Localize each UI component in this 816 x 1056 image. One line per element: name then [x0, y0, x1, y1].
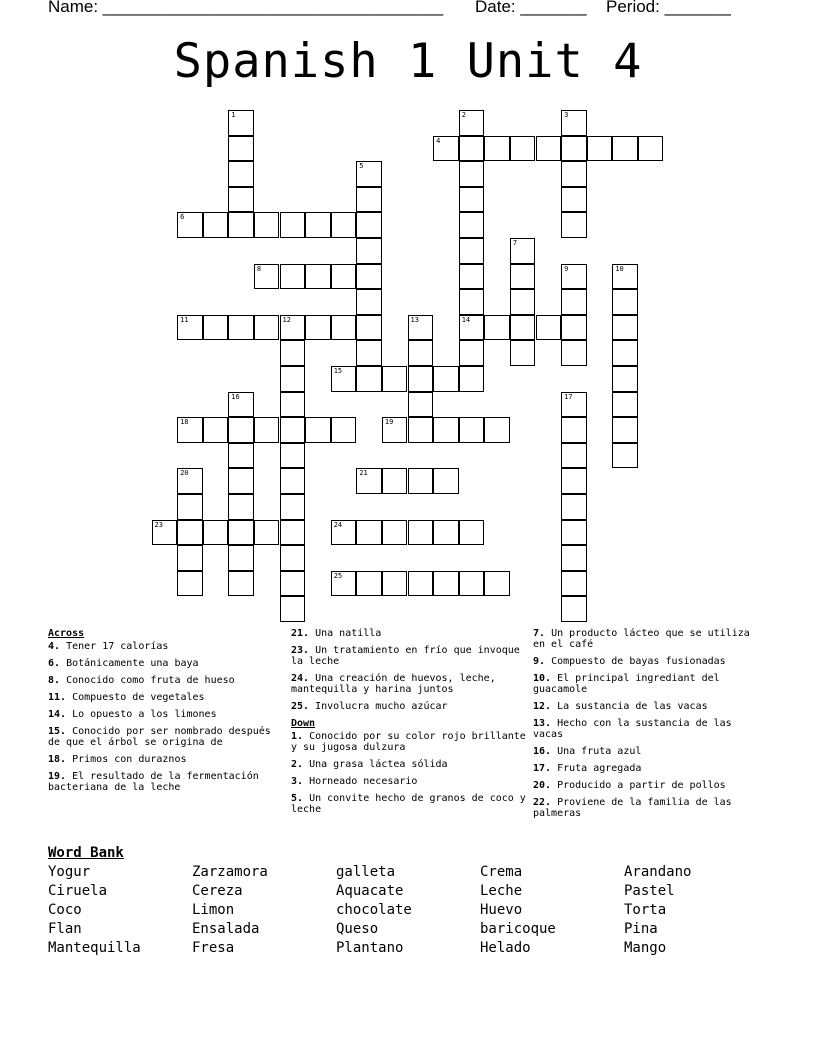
- clue-down-3: [291, 776, 527, 787]
- word-bank-heading: Word Bank: [48, 845, 124, 861]
- crossword-cell[interactable]: [408, 520, 434, 546]
- crossword-cell[interactable]: [203, 520, 229, 546]
- crossword-cell[interactable]: [356, 468, 382, 494]
- clue-text: Involucra mucho azúcar: [315, 701, 448, 712]
- clue-number: 11.: [48, 692, 67, 703]
- word-bank-item: Arandano: [624, 864, 692, 880]
- clue-text: Proviene de la familia de las palmeras: [533, 797, 732, 819]
- crossword-cell[interactable]: [331, 417, 357, 443]
- crossword-cell[interactable]: [408, 315, 434, 341]
- cell-number: 18: [180, 418, 189, 427]
- clue-text: Una grasa láctea sólida: [309, 759, 448, 770]
- crossword-cell[interactable]: [177, 212, 203, 238]
- clue-down-12: [533, 701, 765, 712]
- crossword-cell[interactable]: [612, 392, 638, 418]
- clue-number: 7.: [533, 628, 546, 639]
- cell-number: 5: [359, 162, 364, 171]
- crossword-cell[interactable]: [177, 315, 203, 341]
- word-bank-item: Mango: [624, 940, 667, 956]
- crossword-cell[interactable]: [356, 315, 382, 341]
- cell-number: 8: [256, 264, 262, 273]
- word-bank-item: Fresa: [192, 940, 235, 956]
- crossword-cell[interactable]: [177, 468, 203, 494]
- crossword-cell[interactable]: [561, 417, 587, 443]
- clue-down-7: [533, 628, 765, 650]
- crossword-cell[interactable]: [228, 136, 254, 162]
- crossword-cell[interactable]: [305, 417, 331, 443]
- crossword-cell[interactable]: [280, 264, 306, 290]
- crossword-cell[interactable]: [433, 468, 459, 494]
- clue-text: Hecho con la sustancia de las vacas: [533, 718, 732, 740]
- clue-number: 20.: [533, 780, 552, 791]
- clue-down-5: [291, 793, 527, 815]
- cell-number: 10: [615, 264, 624, 273]
- cell-number: 17: [564, 392, 573, 401]
- clue-down-20: [533, 780, 765, 791]
- crossword-cell[interactable]: [561, 545, 587, 571]
- crossword-cell[interactable]: [510, 289, 536, 315]
- crossword-cell[interactable]: [408, 392, 434, 418]
- crossword-cell[interactable]: [331, 520, 357, 546]
- clue-text: Lo opuesto a los limones: [72, 709, 217, 720]
- clue-number: 9.: [533, 656, 546, 667]
- clue-text: Conocido por su color rojo brillante y su jugosa dulzura: [291, 731, 526, 753]
- cell-number: 16: [231, 392, 240, 401]
- crossword-cell[interactable]: [382, 468, 408, 494]
- crossword-cell[interactable]: [510, 340, 536, 366]
- crossword-cell[interactable]: [612, 315, 638, 341]
- crossword-cell[interactable]: [561, 571, 587, 597]
- clue-down-22: [533, 797, 765, 819]
- crossword-cell[interactable]: [408, 468, 434, 494]
- cell-number: 25: [333, 571, 343, 580]
- crossword-cell[interactable]: [459, 289, 485, 315]
- crossword-cell[interactable]: [459, 187, 485, 213]
- crossword-cell[interactable]: [561, 289, 587, 315]
- clue-down-9: [533, 656, 765, 667]
- crossword-cell[interactable]: [228, 571, 254, 597]
- crossword-cell[interactable]: [536, 136, 562, 162]
- crossword-cell[interactable]: [254, 315, 280, 341]
- clue-number: 12.: [533, 701, 552, 712]
- crossword-cell[interactable]: [382, 520, 408, 546]
- crossword-cell[interactable]: [459, 136, 485, 162]
- crossword-cell[interactable]: [433, 520, 459, 546]
- cell-number: 3: [564, 111, 569, 119]
- cell-number: 23: [154, 520, 163, 529]
- word-bank-item: Cereza: [192, 883, 243, 899]
- crossword-cell[interactable]: [356, 289, 382, 315]
- crossword-cell[interactable]: [459, 366, 485, 392]
- clue-across-23: [291, 645, 527, 667]
- crossword-cell[interactable]: [561, 520, 587, 546]
- crossword-cell[interactable]: [254, 520, 280, 546]
- crossword-cell[interactable]: [280, 468, 306, 494]
- word-bank-item: Flan: [48, 921, 82, 937]
- clue-number: 14.: [48, 709, 67, 720]
- crossword-cell[interactable]: [561, 340, 587, 366]
- crossword-cell[interactable]: [305, 264, 331, 290]
- crossword-cell[interactable]: [280, 545, 306, 571]
- crossword-cell[interactable]: [510, 315, 536, 341]
- clue-text: El principal ingrediant del guacamole: [533, 673, 720, 695]
- clue-number: 5.: [291, 793, 304, 804]
- crossword-cell[interactable]: [356, 366, 382, 392]
- crossword-cell[interactable]: [228, 315, 254, 341]
- crossword-cell[interactable]: [177, 545, 203, 571]
- word-bank-item: chocolate: [336, 902, 412, 918]
- cell-number: 2: [461, 111, 466, 119]
- crossword-cell[interactable]: [561, 136, 587, 162]
- crossword-cell[interactable]: [484, 136, 510, 162]
- crossword-cell[interactable]: [228, 417, 254, 443]
- crossword-cell[interactable]: [484, 571, 510, 597]
- period-field[interactable]: Period: _______: [606, 0, 731, 16]
- clue-text: La sustancia de las vacas: [557, 701, 708, 712]
- crossword-cell[interactable]: [408, 571, 434, 597]
- crossword-cell[interactable]: [356, 187, 382, 213]
- clue-number: 23.: [291, 645, 310, 656]
- crossword-cell[interactable]: [331, 212, 357, 238]
- clue-across-24: [291, 673, 527, 695]
- crossword-cell[interactable]: [280, 571, 306, 597]
- crossword-cell[interactable]: [280, 366, 306, 392]
- clue-number: 24.: [291, 673, 310, 684]
- crossword-cell[interactable]: [408, 417, 434, 443]
- crossword-cell[interactable]: [408, 340, 434, 366]
- crossword-cell[interactable]: [612, 136, 638, 162]
- page-title: Spanish 1 Unit 4: [173, 34, 643, 89]
- crossword-cell[interactable]: [228, 187, 254, 213]
- crossword-cell[interactable]: [228, 161, 254, 187]
- clue-text: Una creación de huevos, leche, mantequilla y harina juntos: [291, 673, 496, 695]
- cell-number: 4: [436, 136, 441, 145]
- crossword-cell[interactable]: [331, 366, 357, 392]
- crossword-cell[interactable]: [459, 264, 485, 290]
- clue-number: 4.: [48, 641, 61, 652]
- crossword-cell[interactable]: [356, 161, 382, 187]
- crossword-cell[interactable]: [228, 392, 254, 418]
- clue-across-19: [48, 771, 280, 793]
- clue-number: 22.: [533, 797, 552, 808]
- crossword-cell[interactable]: [228, 494, 254, 520]
- crossword-cell[interactable]: [459, 238, 485, 264]
- cell-number: 12: [282, 315, 291, 324]
- clue-number: 6.: [48, 658, 61, 669]
- crossword-cell[interactable]: [561, 212, 587, 238]
- crossword-cell[interactable]: [510, 264, 536, 290]
- crossword-cell[interactable]: [254, 212, 280, 238]
- cell-number: 7: [512, 239, 518, 247]
- crossword-cell[interactable]: [561, 187, 587, 213]
- crossword-cell[interactable]: [612, 443, 638, 469]
- crossword-cell[interactable]: [433, 136, 459, 162]
- clue-text: Una natilla: [315, 628, 382, 639]
- crossword-cell[interactable]: [459, 315, 485, 341]
- clue-text: El resultado de la fermentación bacteriana de la leche: [48, 771, 259, 793]
- crossword-cell[interactable]: [561, 443, 587, 469]
- clue-down-1: [291, 731, 527, 753]
- word-bank-item: galleta: [336, 864, 396, 880]
- clue-text: Primos con duraznos: [72, 754, 187, 765]
- crossword-cell[interactable]: [561, 468, 587, 494]
- cell-number: 1: [231, 111, 236, 119]
- cell-number: 9: [564, 264, 569, 273]
- clue-text: Tener 17 calorías: [66, 641, 169, 652]
- word-bank-item: Pina: [624, 921, 658, 937]
- name-field[interactable]: Name: ____________________________________: [48, 0, 444, 16]
- clue-text: Conocido como fruta de hueso: [66, 675, 235, 686]
- crossword-cell[interactable]: [356, 520, 382, 546]
- crossword-cell[interactable]: [561, 315, 587, 341]
- crossword-cell[interactable]: [561, 392, 587, 418]
- crossword-cell[interactable]: [228, 545, 254, 571]
- cell-number: 19: [384, 418, 394, 427]
- clue-across-25: [291, 701, 527, 712]
- crossword-cell[interactable]: [510, 136, 536, 162]
- cell-number: 21: [359, 469, 368, 478]
- clue-number: 8.: [48, 675, 61, 686]
- crossword-cell[interactable]: [203, 212, 229, 238]
- clue-number: 17.: [533, 763, 552, 774]
- crossword-cell[interactable]: [459, 110, 485, 136]
- crossword-cell[interactable]: [280, 392, 306, 418]
- crossword-cell[interactable]: [561, 494, 587, 520]
- crossword-cell[interactable]: [356, 212, 382, 238]
- crossword-cell[interactable]: [638, 136, 664, 162]
- crossword-cell[interactable]: [459, 571, 485, 597]
- clue-down-10: [533, 673, 765, 695]
- word-bank-item: Leche: [480, 883, 523, 899]
- crossword-cell[interactable]: [459, 340, 485, 366]
- clue-number: 13.: [533, 718, 552, 729]
- clue-across-11: [48, 692, 280, 703]
- crossword-cell[interactable]: [254, 264, 280, 290]
- clue-number: 25.: [291, 701, 310, 712]
- clue-across-14: [48, 709, 280, 720]
- word-bank-item: Yogur: [48, 864, 91, 880]
- crossword-cell[interactable]: [280, 596, 306, 622]
- crossword-cell[interactable]: [612, 264, 638, 290]
- date-field[interactable]: Date: _______: [475, 0, 587, 16]
- word-bank-item: Zarzamora: [192, 864, 268, 880]
- crossword-cell[interactable]: [280, 340, 306, 366]
- clue-across-6: [48, 658, 280, 669]
- crossword-cell[interactable]: [612, 366, 638, 392]
- clue-down-2: [291, 759, 527, 770]
- crossword-cell[interactable]: [177, 494, 203, 520]
- word-bank: [48, 863, 778, 958]
- crossword-cell[interactable]: [305, 212, 331, 238]
- crossword-cell[interactable]: [459, 417, 485, 443]
- clues-column-3: [533, 628, 765, 825]
- crossword-cell[interactable]: [459, 520, 485, 546]
- crossword-cell[interactable]: [433, 571, 459, 597]
- cell-number: 6: [180, 213, 185, 222]
- crossword-cell[interactable]: [356, 238, 382, 264]
- clue-number: 21.: [291, 628, 310, 639]
- clue-text: Conocido por ser nombrado después de que el árbol se origina de: [48, 726, 271, 748]
- crossword-cell[interactable]: [228, 212, 254, 238]
- crossword-cell[interactable]: [433, 417, 459, 443]
- clue-number: 16.: [533, 746, 552, 757]
- word-bank-item: baricoque: [480, 921, 556, 937]
- crossword-cell[interactable]: [228, 520, 254, 546]
- clue-across-4: [48, 641, 280, 652]
- crossword-cell[interactable]: [382, 366, 408, 392]
- word-bank-item: Ensalada: [192, 921, 260, 937]
- crossword-cell[interactable]: [510, 238, 536, 264]
- clue-down-13: [533, 718, 765, 740]
- crossword-cell[interactable]: [408, 366, 434, 392]
- clue-text: Una fruta azul: [557, 746, 642, 757]
- crossword-cell[interactable]: [177, 417, 203, 443]
- across-heading: Across: [48, 628, 85, 639]
- crossword-cell[interactable]: [280, 443, 306, 469]
- crossword-cell[interactable]: [305, 315, 331, 341]
- clue-number: 2.: [291, 759, 304, 770]
- clues-column-2: [291, 628, 527, 821]
- crossword-cell[interactable]: [280, 520, 306, 546]
- crossword-cell[interactable]: [203, 315, 229, 341]
- crossword-cell[interactable]: [459, 161, 485, 187]
- cell-number: 13: [410, 315, 419, 324]
- clue-across-8: [48, 675, 280, 686]
- cell-number: 24: [333, 520, 343, 529]
- crossword-cell[interactable]: [331, 315, 357, 341]
- clue-text: Compuesto de vegetales: [72, 692, 205, 703]
- clue-across-15: [48, 726, 280, 748]
- crossword-cell[interactable]: [228, 468, 254, 494]
- word-bank-item: Ciruela: [48, 883, 108, 899]
- word-bank-item: Helado: [480, 940, 531, 956]
- word-bank-item: Plantano: [336, 940, 404, 956]
- clue-text: Un tratamiento en frío que invoque la leche: [291, 645, 520, 667]
- clue-text: Compuesto de bayas fusionadas: [551, 656, 726, 667]
- crossword-cell[interactable]: [152, 520, 178, 546]
- crossword-cell[interactable]: [484, 315, 510, 341]
- word-bank-item: Pastel: [624, 883, 675, 899]
- crossword-cell[interactable]: [280, 212, 306, 238]
- crossword-cell[interactable]: [254, 417, 280, 443]
- crossword-cell[interactable]: [228, 110, 254, 136]
- crossword-cell[interactable]: [280, 494, 306, 520]
- crossword-cell[interactable]: [228, 443, 254, 469]
- clue-number: 19.: [48, 771, 67, 782]
- cell-number: 11: [180, 315, 189, 324]
- clue-text: Botánicamente una baya: [66, 658, 199, 669]
- crossword-cell[interactable]: [587, 136, 613, 162]
- clue-number: 15.: [48, 726, 67, 737]
- crossword-cell[interactable]: [561, 110, 587, 136]
- clue-number: 3.: [291, 776, 304, 787]
- crossword-cell[interactable]: [177, 571, 203, 597]
- crossword-cell[interactable]: [612, 289, 638, 315]
- clue-number: 1.: [291, 731, 304, 742]
- crossword-cell[interactable]: [382, 571, 408, 597]
- crossword-cell[interactable]: [331, 571, 357, 597]
- clue-down-17: [533, 763, 765, 774]
- clue-number: 18.: [48, 754, 67, 765]
- clue-across-21: [291, 628, 527, 639]
- crossword-cell[interactable]: [382, 417, 408, 443]
- crossword-cell[interactable]: [356, 571, 382, 597]
- crossword-cell[interactable]: [561, 264, 587, 290]
- clue-number: 10.: [533, 673, 552, 684]
- clue-text: Producido a partir de pollos: [557, 780, 726, 791]
- crossword-cell[interactable]: [612, 340, 638, 366]
- cell-number: 15: [333, 367, 343, 375]
- crossword-cell[interactable]: [612, 417, 638, 443]
- crossword-cell[interactable]: [536, 315, 562, 341]
- word-bank-item: Queso: [336, 921, 379, 937]
- clue-across-18: [48, 754, 280, 765]
- crossword-cell[interactable]: [331, 264, 357, 290]
- crossword-cell[interactable]: [177, 520, 203, 546]
- word-bank-item: Huevo: [480, 902, 523, 918]
- cell-number: 20: [180, 469, 189, 478]
- crossword-cell[interactable]: [561, 596, 587, 622]
- crossword-cell[interactable]: [280, 417, 306, 443]
- crossword-cell[interactable]: [561, 161, 587, 187]
- crossword-cell[interactable]: [203, 417, 229, 443]
- crossword-cell[interactable]: [484, 417, 510, 443]
- clue-text: Un convite hecho de granos de coco y leche: [291, 793, 526, 815]
- crossword-cell[interactable]: [356, 264, 382, 290]
- word-bank-item: Mantequilla: [48, 940, 141, 956]
- word-bank-item: Aquacate: [336, 883, 404, 899]
- clue-down-16: [533, 746, 765, 757]
- crossword-cell[interactable]: [356, 340, 382, 366]
- clue-text: Fruta agregada: [557, 763, 642, 774]
- word-bank-item: Crema: [480, 864, 523, 880]
- word-bank-item: Torta: [624, 902, 667, 918]
- crossword-cell[interactable]: [280, 315, 306, 341]
- clue-text: Un producto lácteo que se utiliza en el café: [533, 628, 750, 650]
- clues-column-1: [48, 628, 280, 799]
- clue-text: Horneado necesario: [309, 776, 418, 787]
- word-bank-item: Coco: [48, 902, 82, 918]
- crossword-cell[interactable]: [433, 366, 459, 392]
- down-heading: Down: [291, 718, 316, 729]
- cell-number: 14: [461, 315, 471, 324]
- word-bank-item: Limon: [192, 902, 235, 918]
- crossword-cell[interactable]: [459, 212, 485, 238]
